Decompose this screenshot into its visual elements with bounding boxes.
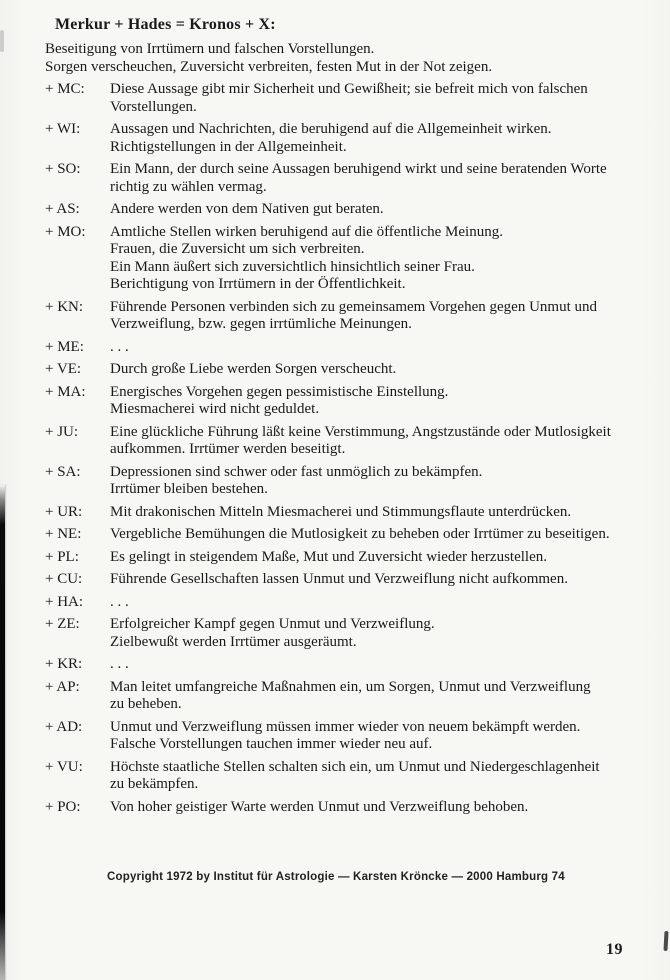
entry-label: + AD: xyxy=(45,718,83,735)
entry-label: + JU: xyxy=(45,423,79,440)
entry-lines xyxy=(110,526,658,544)
entry-label: + HA: xyxy=(45,593,84,610)
entry-lines xyxy=(110,616,658,651)
entry-row xyxy=(45,616,658,651)
entry-row xyxy=(45,656,658,674)
entry-row xyxy=(45,526,658,544)
entry-text-line: . . . xyxy=(110,656,129,672)
entry-label: + MA: xyxy=(45,383,86,400)
entry-row xyxy=(45,339,658,357)
entry-text-line: zu beheben. xyxy=(110,696,182,712)
entry-lines xyxy=(110,464,658,499)
page-number: 19 xyxy=(606,941,623,958)
entry-label: + ME: xyxy=(45,338,84,355)
entry-text-line: Durch große Liebe werden Sorgen verscheucht. xyxy=(110,361,397,377)
entry-row xyxy=(45,759,658,794)
entry-text-line: Zielbewußt werden Irrtümer ausgeräumt. xyxy=(110,633,357,650)
entry-row xyxy=(45,384,658,419)
entry-lines xyxy=(110,504,658,522)
entry-label: + VE: xyxy=(45,361,82,377)
entry-row xyxy=(45,81,658,116)
entry-lines xyxy=(110,299,658,334)
page-title: Merkur + Hades = Kronos + X: xyxy=(55,16,276,33)
entry-row xyxy=(45,571,658,589)
entry-lines xyxy=(110,81,658,116)
entry-text-line: Ein Mann äußert sich zuversichtlich hinsichtlich seiner Frau. xyxy=(110,258,475,275)
entry-text-line: Mit drakonischen Mitteln Miesmacherei und Stimmungsflaute unterdrücken. xyxy=(110,503,572,520)
entry-text-line: Führende Personen verbinden sich zu gemeinsamem Vorgehen gegen Unmut und xyxy=(110,298,597,315)
entry-label: + UR: xyxy=(45,503,83,520)
entry-label: + PL: xyxy=(45,548,79,565)
entry-label: + CU: xyxy=(45,571,83,587)
entry-text-line: Ein Mann, der durch seine Aussagen beruhigend wirkt und seine beratenden Worte xyxy=(110,161,607,177)
entry-text-line: Diese Aussage gibt mir Sicherheit und Gewißheit; sie befreit mich von falschen xyxy=(110,81,588,97)
entry-row xyxy=(45,799,658,817)
entry-row xyxy=(45,201,658,219)
entry-label: + AP: xyxy=(45,678,80,695)
entry-row xyxy=(45,361,658,379)
entry-label: + KN: xyxy=(45,298,84,315)
entry-label: + ZE: xyxy=(45,616,80,632)
scan-edge-shadow xyxy=(0,485,5,980)
entry-text-line: Vorstellungen. xyxy=(110,98,197,115)
entry-lines xyxy=(110,201,658,219)
entry-text-line: Amtliche Stellen wirken beruhigend auf die öffentliche Meinung. xyxy=(110,223,503,240)
entry-list xyxy=(45,81,658,816)
entry-text-line: Richtigstellungen in der Allgemeinheit. xyxy=(110,138,347,155)
entry-text-line: zu bekämpfen. xyxy=(110,776,199,792)
entry-label: + WI: xyxy=(45,121,81,137)
intro-line: Sorgen verscheuchen, Zuversicht verbreiten, festen Mut in der Not zeigen. xyxy=(45,58,493,75)
entry-text-line: Berichtigung von Irrtümern in der Öffentlichkeit. xyxy=(110,276,406,292)
entry-row xyxy=(45,679,658,714)
entry-label: + SO: xyxy=(45,161,81,177)
entry-label: + PO: xyxy=(45,798,81,815)
entry-lines xyxy=(110,594,658,612)
entry-row xyxy=(45,424,658,459)
entry-text-line: Aussagen und Nachrichten, die beruhigend auf die Allgemeinheit wirken. xyxy=(110,121,552,137)
copyright-footer: Copyright 1972 by Institut für Astrologie — Karsten Kröncke — 2000 Hamburg 74 xyxy=(107,871,565,883)
entry-lines xyxy=(110,719,658,754)
entry-text-line: Von hoher geistiger Warte werden Unmut und Verzweiflung behoben. xyxy=(110,798,529,815)
entry-text-line: . . . xyxy=(110,593,129,610)
entry-row xyxy=(45,161,658,196)
entry-text-line: Vergebliche Bemühungen die Mutlosigkeit zu beheben oder Irrtümer zu beseitigen. xyxy=(110,526,610,542)
scan-smudge xyxy=(0,30,4,52)
entry-row xyxy=(45,594,658,612)
entry-label: + AS: xyxy=(45,201,80,217)
entry-lines xyxy=(110,121,658,156)
entry-text-line: Frauen, die Zuversicht um sich verbreiten. xyxy=(110,241,365,257)
entry-lines xyxy=(110,549,658,567)
entry-text-line: Andere werden von dem Nativen gut beraten. xyxy=(110,201,384,217)
entry-text-line: aufkommen. Irrtümer werden beseitigt. xyxy=(110,441,346,457)
entry-text-line: Höchste staatliche Stellen schalten sich ein, um Unmut und Niedergeschlagenheit xyxy=(110,758,600,775)
entry-label: + NE: xyxy=(45,526,82,542)
entry-label: + KR: xyxy=(45,656,83,672)
entry-lines xyxy=(110,161,658,196)
entry-text-line: Falsche Vorstellungen tauchen immer wieder neu auf. xyxy=(110,736,433,752)
entry-lines xyxy=(110,339,658,357)
entry-row xyxy=(45,224,658,294)
entry-text-line: Depressionen sind schwer oder fast unmöglich zu bekämpfen. xyxy=(110,463,483,480)
entry-lines xyxy=(110,679,658,714)
entry-lines xyxy=(110,224,658,294)
entry-label: + VU: xyxy=(45,758,83,775)
entry-text-line: Irrtümer bleiben bestehen. xyxy=(110,481,268,497)
entry-text-line: Es gelingt in steigendem Maße, Mut und Zuversicht wieder herzustellen. xyxy=(110,548,547,565)
intro-paragraph xyxy=(45,41,658,76)
intro-line: Beseitigung von Irrtümern und falschen Vorstellungen. xyxy=(45,41,375,57)
entry-text-line: Man leitet umfangreiche Maßnahmen ein, um Sorgen, Unmut und Verzweiflung xyxy=(110,678,591,695)
entry-label: + SA: xyxy=(45,463,81,480)
entry-text-line: Unmut und Verzweiflung müssen immer wieder von neuem bekämpft werden. xyxy=(110,718,581,735)
entry-text-line: Energisches Vorgehen gegen pessimistische Einstellung. xyxy=(110,383,449,400)
entry-lines xyxy=(110,361,658,379)
entry-text-line: Eine glückliche Führung läßt keine Verstimmung, Angstzustände oder Mutlosigkeit xyxy=(110,423,611,440)
entry-row xyxy=(45,299,658,334)
entry-row xyxy=(45,121,658,156)
entry-row xyxy=(45,719,658,754)
entry-lines xyxy=(110,799,658,817)
entry-label: + MC: xyxy=(45,81,85,97)
entry-text-line: Verzweiflung, bzw. gegen irrtümliche Meinungen. xyxy=(110,316,412,332)
entry-row xyxy=(45,464,658,499)
entry-text-line: Miesmacherei wird nicht geduldet. xyxy=(110,401,320,417)
entry-text-line: Erfolgreicher Kampf gegen Unmut und Verzweiflung. xyxy=(110,616,435,632)
entry-lines xyxy=(110,759,658,794)
entry-lines xyxy=(110,384,658,419)
page-content xyxy=(45,16,658,816)
scan-mark xyxy=(663,931,668,951)
entry-text-line: . . . xyxy=(110,338,129,355)
entry-lines xyxy=(110,571,658,589)
entry-lines xyxy=(110,424,658,459)
entry-text-line: richtig zu wählen vermag. xyxy=(110,178,267,195)
entry-row xyxy=(45,504,658,522)
entry-text-line: Führende Gesellschaften lassen Unmut und Verzweiflung nicht aufkommen. xyxy=(110,571,568,587)
entry-label: + MO: xyxy=(45,223,86,240)
entry-row xyxy=(45,549,658,567)
entry-lines xyxy=(110,656,658,674)
